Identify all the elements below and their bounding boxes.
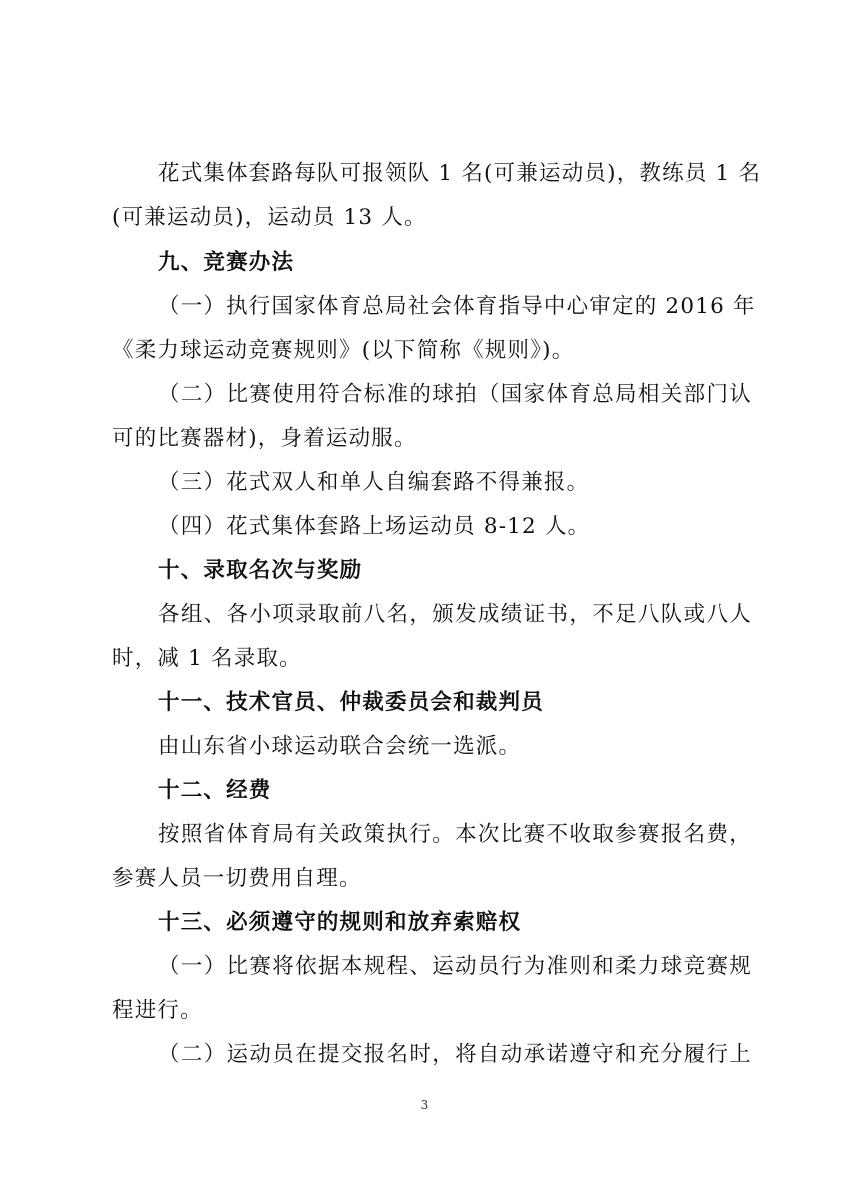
section-heading: 十二、经费 (158, 778, 272, 803)
section-heading: 九、竞赛办法 (158, 250, 295, 275)
paragraph-line: 参赛人员一切费用自理。 (112, 866, 362, 891)
paragraph-line: 程进行。 (112, 998, 203, 1023)
paragraph-line: 可的比赛器材)，身着运动服。 (112, 426, 417, 451)
paragraph-line: (可兼运动员)，运动员 13 人。 (112, 205, 427, 230)
paragraph-line: （四）花式集体套路上场运动员 8-12 人。 (158, 514, 591, 539)
paragraph-line: 时，减 1 名录取。 (112, 646, 302, 671)
paragraph-line: （一）执行国家体育总局社会体育指导中心审定的 2016 年 (158, 294, 756, 319)
section-heading: 十三、必须遵守的规则和放弃索赔权 (158, 910, 522, 935)
paragraph-line: （二）运动员在提交报名时，将自动承诺遵守和充分履行上 (158, 1042, 752, 1067)
section-heading: 十、录取名次与奖励 (158, 558, 363, 583)
section-heading: 十一、技术官员、仲裁委员会和裁判员 (158, 690, 544, 715)
paragraph-line: 花式集体套路每队可报领队 1 名(可兼运动员)，教练员 1 名 (158, 161, 762, 186)
paragraph-line: 按照省体育局有关政策执行。本次比赛不收取参赛报名费， (158, 822, 752, 847)
page-number: 3 (420, 1098, 429, 1112)
paragraph-line: （一）比赛将依据本规程、运动员行为准则和柔力球竞赛规 (158, 954, 752, 979)
paragraph-line: 各组、各小项录取前八名，颁发成绩证书，不足八队或八人 (158, 602, 752, 627)
paragraph-line: （三）花式双人和单人自编套路不得兼报。 (158, 470, 590, 495)
paragraph-line: （二）比赛使用符合标准的球拍（国家体育总局相关部门认 (158, 382, 752, 407)
paragraph-line: 由山东省小球运动联合会统一选派。 (158, 734, 522, 759)
paragraph-line: 《柔力球运动竞赛规则》(以下简称《规则》)。 (112, 338, 575, 363)
